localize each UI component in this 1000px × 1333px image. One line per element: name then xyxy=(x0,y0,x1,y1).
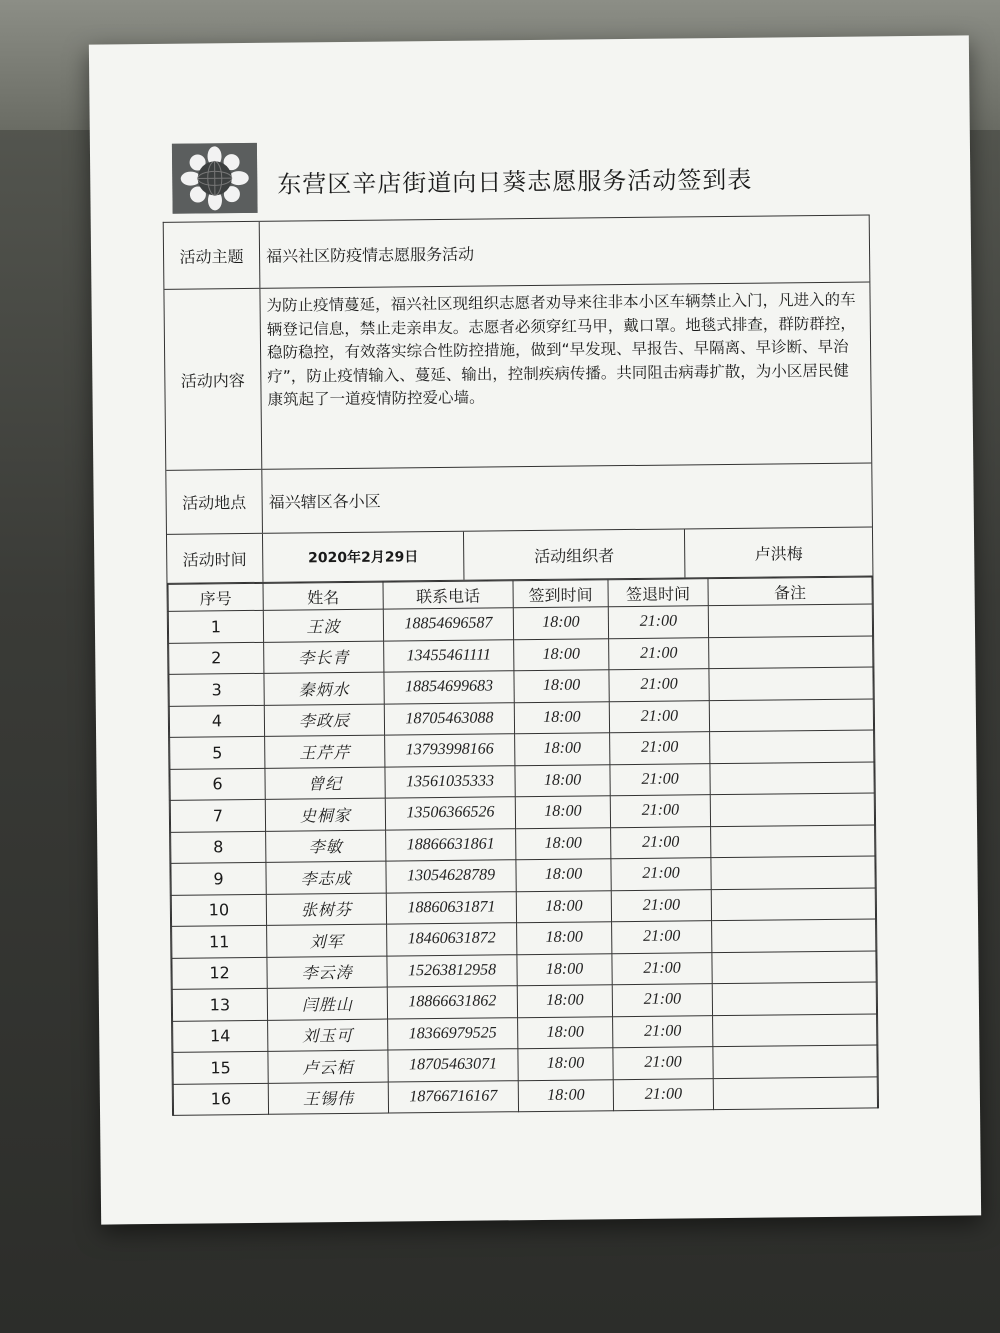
phone-number: 18854699683 xyxy=(384,671,514,704)
time-row xyxy=(167,527,872,583)
row-number: 2 xyxy=(169,642,264,674)
row-number: 7 xyxy=(170,799,265,831)
remark xyxy=(708,604,872,637)
row-number: 12 xyxy=(172,957,267,989)
phone-number: 13054628789 xyxy=(386,860,516,893)
remark xyxy=(712,982,876,1015)
document-header xyxy=(172,136,873,218)
remark xyxy=(709,698,873,731)
column-header: 签到时间 xyxy=(513,580,608,608)
signin-time: 18:00 xyxy=(515,733,610,765)
remark xyxy=(713,1045,877,1078)
signin-time: 18:00 xyxy=(515,796,610,828)
remark xyxy=(713,1013,877,1046)
phone-number: 13561035333 xyxy=(385,765,515,798)
place-row xyxy=(166,463,872,534)
volunteer-name: 曾纪 xyxy=(265,767,385,800)
paper-sheet xyxy=(89,35,981,1224)
signout-time: 21:00 xyxy=(610,732,710,765)
signin-table xyxy=(167,576,878,1115)
signout-time: 21:00 xyxy=(612,984,712,1017)
volunteer-name: 李政辰 xyxy=(264,704,384,737)
phone-number: 13793998166 xyxy=(385,734,515,767)
phone-number: 13506366526 xyxy=(385,797,515,830)
page-title: 东营区辛店街道向日葵志愿服务活动签到表 xyxy=(277,165,753,199)
signin-time: 18:00 xyxy=(518,1079,613,1111)
phone-number: 18866631861 xyxy=(386,828,516,861)
volunteer-name: 卢云栢 xyxy=(268,1050,388,1083)
row-number: 11 xyxy=(172,925,267,957)
volunteer-name: 刘玉可 xyxy=(268,1019,388,1052)
signin-time: 18:00 xyxy=(514,638,609,670)
phone-number: 15263812958 xyxy=(387,954,517,987)
table-body xyxy=(168,604,877,1115)
volunteer-name: 刘军 xyxy=(267,924,387,957)
volunteer-name: 张树芬 xyxy=(266,893,386,926)
content-label: 活动内容 xyxy=(164,289,262,470)
phone-number: 18866631862 xyxy=(387,986,517,1019)
volunteer-name: 李长青 xyxy=(264,641,384,674)
signout-time: 21:00 xyxy=(611,826,711,859)
volunteer-name: 史桐家 xyxy=(265,798,385,831)
signout-time: 21:00 xyxy=(611,858,711,891)
signout-time: 21:00 xyxy=(611,889,711,922)
signin-time: 18:00 xyxy=(518,1048,613,1080)
volunteer-name: 李云涛 xyxy=(267,956,387,989)
row-number: 14 xyxy=(173,1020,268,1052)
remark xyxy=(710,793,874,826)
volunteer-name: 李敏 xyxy=(266,830,386,863)
remark xyxy=(709,667,873,700)
remark xyxy=(712,919,876,952)
row-number: 6 xyxy=(170,768,265,800)
signin-time: 18:00 xyxy=(518,1016,613,1048)
remark xyxy=(711,887,875,920)
volunteer-name: 王芹芹 xyxy=(265,735,385,768)
signin-time: 18:00 xyxy=(514,701,609,733)
column-header: 联系电话 xyxy=(383,581,513,609)
volunteer-name: 秦炳水 xyxy=(264,672,384,705)
signout-time: 21:00 xyxy=(612,921,712,954)
table-row xyxy=(173,1076,877,1115)
row-number: 13 xyxy=(172,988,267,1020)
signout-time: 21:00 xyxy=(613,1078,713,1111)
column-header: 备注 xyxy=(708,577,872,606)
signout-time: 21:00 xyxy=(609,669,709,702)
signin-time: 18:00 xyxy=(517,953,612,985)
row-number: 15 xyxy=(173,1051,268,1083)
signin-time: 18:00 xyxy=(516,859,611,891)
content-row xyxy=(164,282,871,470)
row-number: 9 xyxy=(171,862,266,894)
phone-number: 13455461111 xyxy=(384,639,514,672)
signout-time: 21:00 xyxy=(609,637,709,670)
signin-time: 18:00 xyxy=(516,827,611,859)
signin-time: 18:00 xyxy=(517,985,612,1017)
remark xyxy=(710,730,874,763)
volunteer-name: 王锡伟 xyxy=(268,1082,388,1115)
signin-time: 18:00 xyxy=(513,607,608,639)
row-number: 10 xyxy=(171,894,266,926)
row-number: 4 xyxy=(169,705,264,737)
topic-label: 活动主题 xyxy=(164,222,261,289)
sunflower-icon xyxy=(172,143,258,214)
phone-number: 18705463071 xyxy=(388,1049,518,1082)
signout-time: 21:00 xyxy=(613,1015,713,1048)
row-number: 1 xyxy=(168,610,263,642)
column-header: 序号 xyxy=(168,583,263,611)
signout-time: 21:00 xyxy=(610,795,710,828)
place-label: 活动地点 xyxy=(166,470,263,534)
signout-time: 21:00 xyxy=(613,1047,713,1080)
row-number: 5 xyxy=(170,736,265,768)
signout-time: 21:00 xyxy=(612,952,712,985)
column-header: 姓名 xyxy=(263,582,383,610)
remark xyxy=(711,824,875,857)
row-number: 3 xyxy=(169,673,264,705)
signin-time: 18:00 xyxy=(517,922,612,954)
volunteer-name: 王波 xyxy=(263,609,383,642)
row-number: 16 xyxy=(173,1083,268,1115)
volunteer-name: 李志成 xyxy=(266,861,386,894)
remark xyxy=(709,635,873,668)
phone-number: 18766716167 xyxy=(388,1080,518,1113)
organizer-value: 卢洪梅 xyxy=(754,543,803,564)
time-label: 活动时间 xyxy=(167,534,263,583)
remark xyxy=(710,761,874,794)
remark xyxy=(713,1076,877,1109)
remark xyxy=(712,950,876,983)
signout-time: 21:00 xyxy=(609,700,709,733)
topic-value: 福兴社区防疫情志愿服务活动 xyxy=(265,244,475,266)
topic-row xyxy=(164,215,870,289)
phone-number: 18705463088 xyxy=(384,702,514,735)
organizer-label: 活动组织者 xyxy=(464,529,685,579)
row-number: 8 xyxy=(171,831,266,863)
phone-number: 18854696587 xyxy=(383,608,513,641)
phone-number: 18460631872 xyxy=(387,923,517,956)
signin-time: 18:00 xyxy=(514,670,609,702)
signout-time: 21:00 xyxy=(610,763,710,796)
place-value: 福兴辖区各小区 xyxy=(268,491,381,512)
time-value: 2020年2月29日 xyxy=(263,532,464,582)
column-header: 签退时间 xyxy=(608,579,708,607)
signin-time: 18:00 xyxy=(515,764,610,796)
signin-form xyxy=(163,214,879,1115)
phone-number: 18860631871 xyxy=(386,891,516,924)
signout-time: 21:00 xyxy=(608,606,708,639)
content-value: 为防止疫情蔓延，福兴社区现组织志愿者劝导来往非本小区车辆禁止入门，凡进入的车辆登记信息，禁止走亲串友。志愿者必须穿红马甲，戴口罩。地毯式排查，群防群控，稳防稳控，有效落实综合性防控措施，做到“早发现、早报告、早隔离、早诊断、早治疗”，防止疫情输入、蔓延、输出，控制疾病传播。共同阻击病毒扩散，为小区居民健康筑起了一道疫情防控爱心墙。 xyxy=(266,290,856,409)
volunteer-name: 闫胜山 xyxy=(267,987,387,1020)
phone-number: 18366979525 xyxy=(388,1017,518,1050)
remark xyxy=(711,856,875,889)
signin-time: 18:00 xyxy=(516,890,611,922)
